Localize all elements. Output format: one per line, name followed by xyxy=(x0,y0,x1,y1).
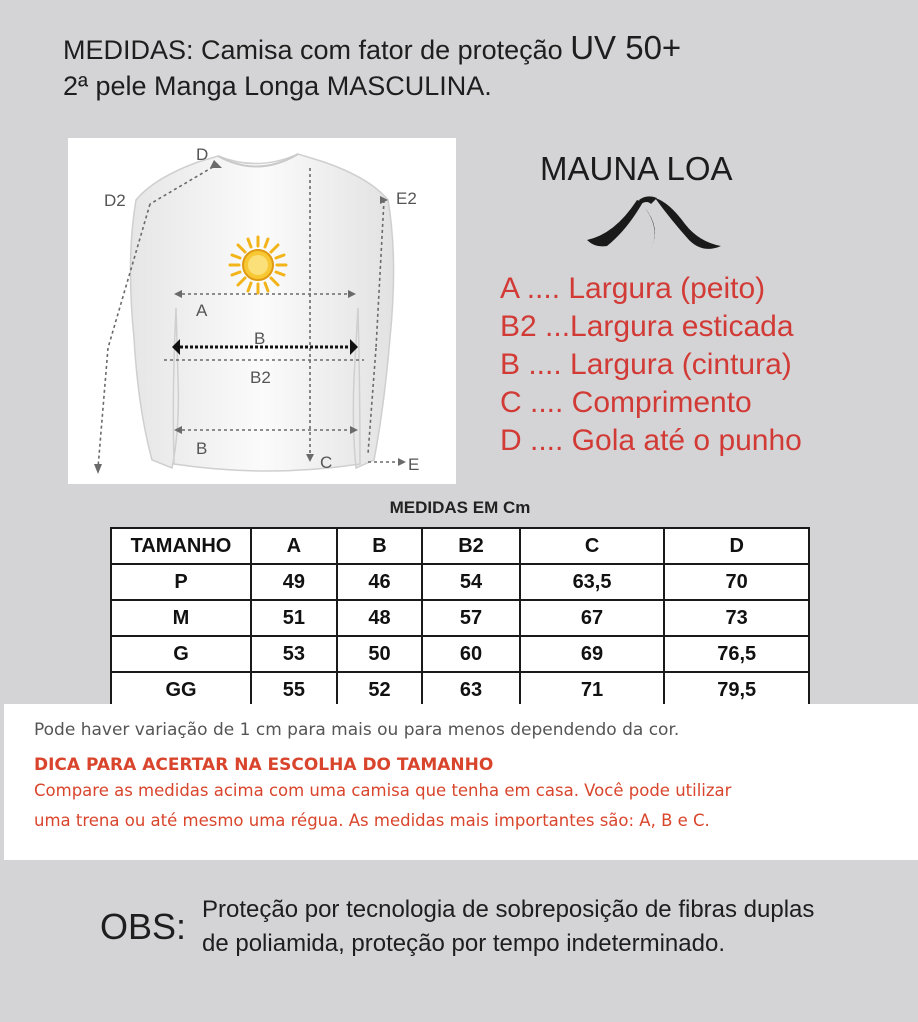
table-cell: GG xyxy=(111,672,251,708)
table-cell: 50 xyxy=(337,636,423,672)
shirt-shape xyxy=(130,154,393,471)
table-cell: P xyxy=(111,564,251,600)
table-row xyxy=(111,564,809,600)
table-cell: 69 xyxy=(520,636,665,672)
legend-item-c: C .... Comprimento xyxy=(500,386,752,419)
label-b-lower: B xyxy=(196,439,208,458)
table-cell: 60 xyxy=(422,636,519,672)
shirt-diagram xyxy=(68,138,456,484)
table-cell: 55 xyxy=(251,672,337,708)
mountain-logo-icon xyxy=(585,190,725,254)
table-cell: 79,5 xyxy=(664,672,809,708)
table-cell: M xyxy=(111,600,251,636)
legend-item-b2: B2 ...Largura esticada xyxy=(500,310,794,343)
page-title xyxy=(63,30,883,104)
table-cell: 71 xyxy=(520,672,665,708)
label-b-upper: B xyxy=(254,329,266,348)
table-row xyxy=(111,672,809,708)
label-e2: E2 xyxy=(396,189,417,208)
table-cell: 57 xyxy=(422,600,519,636)
table-cell: 48 xyxy=(337,600,423,636)
table-cell: 73 xyxy=(664,600,809,636)
table-cell: 54 xyxy=(422,564,519,600)
obs-label: OBS: xyxy=(100,906,187,947)
tip-text-line-2: uma trena ou até mesmo uma régua. As medidas mais importantes são: A, B e C. xyxy=(34,811,710,830)
column-header: A xyxy=(251,528,337,564)
sizing-tip-box xyxy=(4,704,918,860)
obs-line-1: Proteção por tecnologia de sobreposição de fibras duplas xyxy=(202,896,815,923)
size-table xyxy=(110,527,810,709)
table-cell: 63,5 xyxy=(520,564,665,600)
table-cell: 51 xyxy=(251,600,337,636)
table-header-row xyxy=(111,528,809,564)
legend-item-b: B .... Largura (cintura) xyxy=(500,348,792,381)
uv-rating: UV 50+ xyxy=(570,29,682,66)
table-cell: G xyxy=(111,636,251,672)
table-row xyxy=(111,600,809,636)
label-a: A xyxy=(196,301,208,320)
tip-text-line-1: Compare as medidas acima com uma camisa que tenha em casa. Você pode utilizar xyxy=(34,781,732,800)
table-cell: 67 xyxy=(520,600,665,636)
table-cell: 70 xyxy=(664,564,809,600)
column-header: B2 xyxy=(422,528,519,564)
title-text: MEDIDAS: Camisa com fator de proteção xyxy=(63,35,563,65)
table-caption: MEDIDAS EM Cm xyxy=(389,498,531,517)
table-cell: 53 xyxy=(251,636,337,672)
obs-line-2: de poliamida, proteção por tempo indeterminado. xyxy=(202,930,725,957)
table-row xyxy=(111,636,809,672)
table-cell: 63 xyxy=(422,672,519,708)
measure-legend xyxy=(500,270,900,460)
label-b2: B2 xyxy=(250,368,271,387)
brand-name: MAUNA LOA xyxy=(540,150,733,187)
title-line-2: 2ª pele Manga Longa MASCULINA. xyxy=(63,71,492,101)
legend-item-d: D .... Gola até o punho xyxy=(500,424,802,457)
shirt-measure-svg xyxy=(68,138,456,484)
column-header: TAMANHO xyxy=(111,528,251,564)
sun-logo-icon xyxy=(230,237,286,293)
tip-title: DICA PARA ACERTAR NA ESCOLHA DO TAMANHO xyxy=(34,755,494,775)
column-header: B xyxy=(337,528,423,564)
table-cell: 76,5 xyxy=(664,636,809,672)
column-header: D xyxy=(664,528,809,564)
obs-text xyxy=(202,893,902,961)
variation-note: Pode haver variação de 1 cm para mais ou para menos dependendo da cor. xyxy=(34,720,680,740)
label-d: D xyxy=(196,145,209,164)
legend-item-a: A .... Largura (peito) xyxy=(500,272,766,305)
table-cell: 49 xyxy=(251,564,337,600)
column-header: C xyxy=(520,528,665,564)
table-cell: 46 xyxy=(337,564,423,600)
label-d2: D2 xyxy=(104,191,126,210)
table-cell: 52 xyxy=(337,672,423,708)
label-c: C xyxy=(320,453,333,472)
label-e: E xyxy=(408,455,420,474)
title-line-1 xyxy=(63,30,883,68)
